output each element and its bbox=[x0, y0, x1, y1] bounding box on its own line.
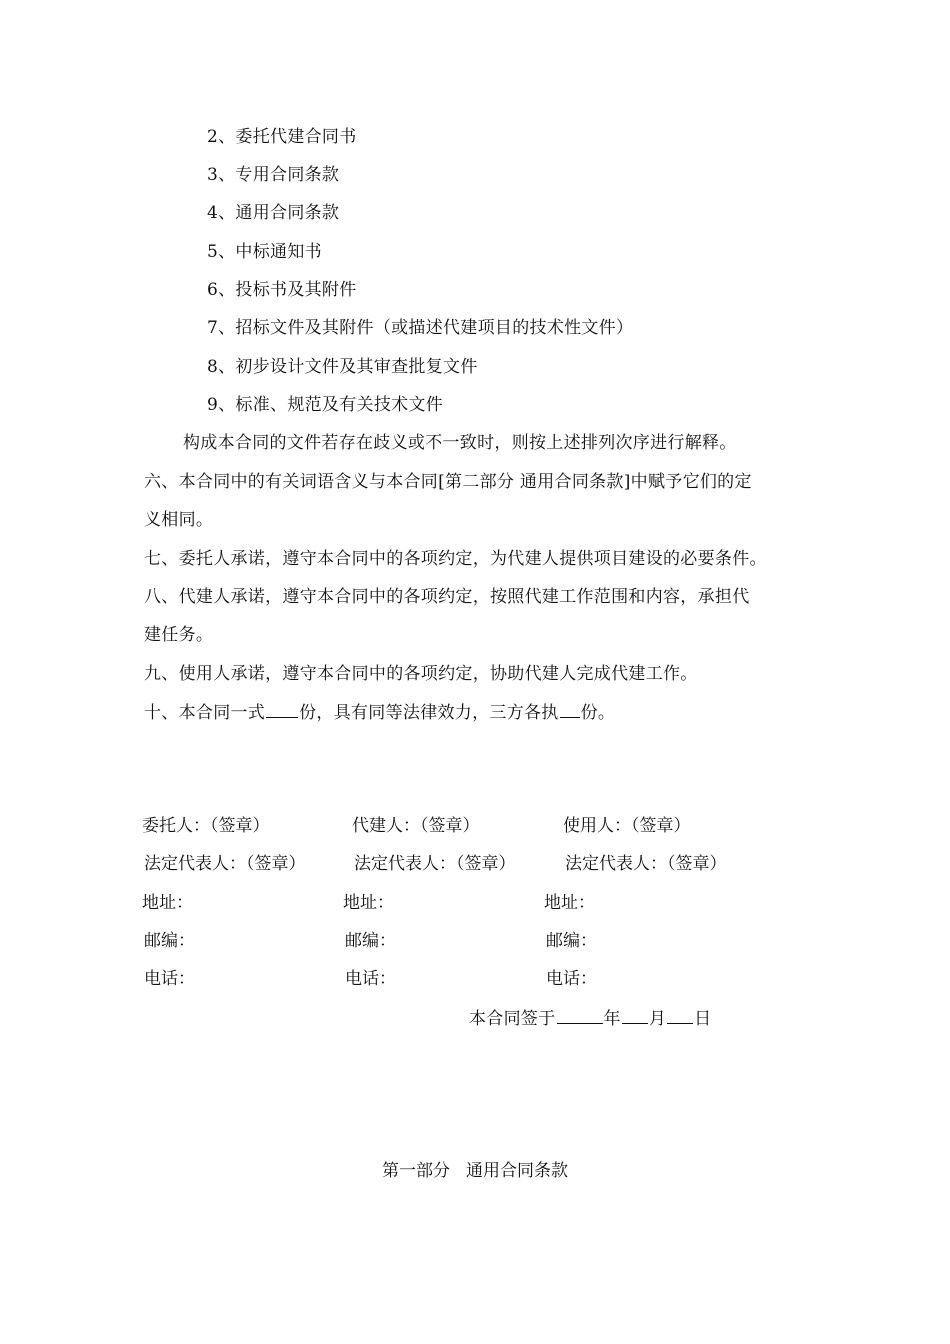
document-list-item: 2、委托代建合同书 bbox=[207, 127, 357, 147]
principal-address: 地址： bbox=[142, 893, 193, 913]
copies-each-blank[interactable] bbox=[560, 701, 580, 718]
document-list-item: 6、投标书及其附件 bbox=[207, 280, 357, 300]
year-label: 年 bbox=[603, 1009, 621, 1029]
clause-9: 九、使用人承诺，遵守本合同中的各项约定，协助代建人完成代建工作。 bbox=[144, 664, 698, 684]
agent-address: 地址： bbox=[343, 893, 394, 913]
document-list-item: 5、中标通知书 bbox=[207, 242, 322, 262]
year-blank[interactable] bbox=[557, 1007, 603, 1024]
document-list-item: 8、初步设计文件及其审查批复文件 bbox=[207, 357, 478, 377]
user-phone: 电话： bbox=[546, 969, 597, 989]
principal-party: 委托人：（签章） bbox=[142, 816, 270, 836]
agent-party: 代建人：（签章） bbox=[352, 816, 480, 836]
clause-6-line-1: 六、本合同中的有关词语含义与本合同[第二部分 通用合同条款]中赋予它们的定 bbox=[144, 472, 752, 492]
document-list-item: 7、招标文件及其附件（或描述代建项目的技术性文件） bbox=[207, 318, 634, 338]
user-address: 地址： bbox=[544, 893, 595, 913]
document-list-item: 4、通用合同条款 bbox=[207, 203, 340, 223]
principal-postcode: 邮编： bbox=[144, 931, 195, 951]
copies-total-blank[interactable] bbox=[266, 701, 298, 718]
part-title bbox=[0, 1160, 950, 1182]
clause-10-part-1: 十、本合同一式 bbox=[144, 703, 266, 723]
principal-phone: 电话： bbox=[144, 969, 195, 989]
agent-legal-rep: 法定代表人：（签章） bbox=[354, 854, 516, 874]
clause-10-part-3: 份。 bbox=[580, 703, 616, 723]
clause-8-line-2: 建任务。 bbox=[144, 625, 214, 645]
clause-7: 七、委托人承诺，遵守本合同中的各项约定，为代建人提供项目建设的必要条件。 bbox=[144, 549, 767, 569]
day-label: 日 bbox=[694, 1009, 712, 1029]
month-blank[interactable] bbox=[622, 1007, 648, 1024]
clause-10 bbox=[144, 701, 615, 724]
user-postcode: 邮编： bbox=[546, 931, 597, 951]
principal-legal-rep: 法定代表人：（签章） bbox=[144, 854, 306, 874]
clause-6-line-2: 义相同。 bbox=[144, 510, 214, 530]
agent-phone: 电话： bbox=[345, 969, 396, 989]
agent-postcode: 邮编： bbox=[345, 931, 396, 951]
clause-8-line-1: 八、代建人承诺，遵守本合同中的各项约定，按照代建工作范围和内容，承担代 bbox=[144, 587, 750, 607]
signing-date bbox=[469, 1007, 711, 1030]
part-number: 第一部分 bbox=[382, 1161, 450, 1181]
signing-date-prefix: 本合同签于 bbox=[469, 1009, 556, 1029]
day-blank[interactable] bbox=[667, 1007, 693, 1024]
document-list-item: 9、标准、规范及有关技术文件 bbox=[207, 395, 444, 415]
user-legal-rep: 法定代表人：（签章） bbox=[565, 854, 727, 874]
clause-10-part-2: 份，具有同等法律效力，三方各执 bbox=[299, 703, 559, 723]
month-label: 月 bbox=[648, 1009, 667, 1029]
document-list-item: 3、专用合同条款 bbox=[207, 165, 340, 185]
part-name: 通用合同条款 bbox=[466, 1161, 568, 1181]
user-party: 使用人：（签章） bbox=[563, 816, 691, 836]
interpretation-note: 构成本合同的文件若存在歧义或不一致时，则按上述排列次序进行解释。 bbox=[183, 433, 737, 453]
